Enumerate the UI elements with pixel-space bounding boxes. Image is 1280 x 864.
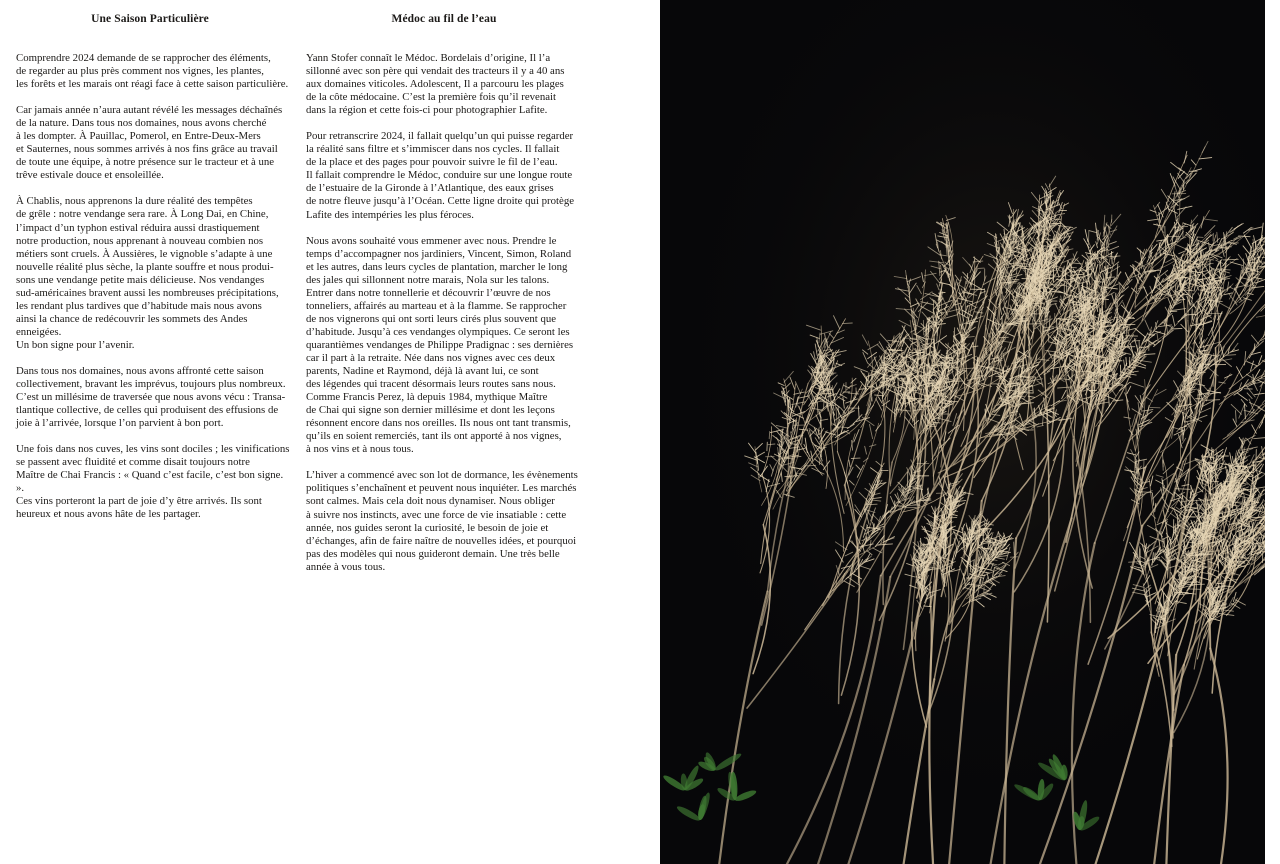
paragraph: Dans tous nos domaines, nous avons affronté cette saison collectivement, bravant les imprévus, toujours plus nombreux. C’est un millésime de traversée que nous avons vécu : Transa- tlantique collective, de celles qui produisent des effusions de joie à l’arrivée, lorsque l’on parvient à bon port. [16, 364, 286, 430]
left-column-body [16, 52, 292, 535]
paragraph: Nous avons souhaité vous emmener avec nous. Prendre le temps d’accompagner nos jardiniers, Vincent, Simon, Roland et les autres, dans leurs cycles de plantation, marcher le long des jales qui sillonnent notre marais, Nola sur les talons. Entrer dans notre tonnellerie et découvrir l’œuvre de nos tonneliers, affairés au marteau et à la flamme. Se rapprocher de nos vignerons qui ont sorti leurs cirés plus souvent que d’habitude. Jusqu’à ces vendanges olympiques. Ce seront les quarantièmes vendanges de Philippe Pradignac : ses dernières car il part à la retraite. Née dans nos vignes avec ces deux parents, Nadine et Raymond, déjà là avant lui, ce sont des légendes qui tracent désormais leurs routes sans nous. Comme Francis Perez, là depuis 1984, mythique Maître de Chai qui signe son dernier millésime et dont les leçons résonnent encore dans nos oreilles. Ils nous ont tant transmis, qu’ils en soient remerciés, tant ils ont apporté à nos vignes, à nos vins et à nous tous. [306, 234, 574, 456]
middle-column-body [306, 52, 582, 587]
paragraph: Pour retranscrire 2024, il fallait quelqu’un qui puisse regarder la réalité sans filtre et s’immiscer dans nos cycles. Il fallait de la place et des pages pour pouvoir suivre le fil de l’eau. Il fallait comprendre le Médoc, conduire sur une longue route de l’estuaire de la Gironde à l’Atlantique, des eaux grises de notre fleuve jusqu’à l’Océan. Cette ligne droite qui protège Lafite des intempéries les plus féroces. [306, 130, 575, 221]
paragraph: L’hiver a commencé avec son lot de dormance, les évènements politiques s’enchaînent et peuvent nous inquiéter. Les marchés sont calmes. Mais cela doit nous dynamiser. Nous obliger à suivre nos instincts, avec une force de vie insatiable : cette année, nos guides seront la curiosité, le besoin de joie et d’échanges, afin de faire naître de nouvelles idées, et pourquoi pas des modèles qui nous guideront demain. Une très belle année à vous tous. [306, 469, 578, 573]
left-column-title: Une Saison Particulière [91, 13, 209, 25]
paragraph: À Chablis, nous apprenons la dure réalité des tempêtes de grêle : notre vendange sera rare. À Long Dai, en Chine, l’impact d’un typhon estival réduira aussi drastiquement notre production, nous apprenant à nouveau combien nos métiers sont cruels. À Aussières, le vignoble s’adapte à une nouvelle réalité plus sèche, la plante souffre et nous produi- sons une vendange petite mais délicieuse. Nos vendanges sud-américaines bravent aussi les nombreuses précipitations, les rendant plus tardives que d’habitude mais nous avons ainsi la chance de redécouvrir les sommets des Andes enneigées. Un bon signe pour l’avenir. [16, 195, 279, 351]
middle-column-title: Médoc au fil de l’eau [391, 13, 497, 25]
photo-glow [660, 0, 1265, 864]
dry-grass-illustration [660, 0, 1265, 864]
paragraph: Une fois dans nos cuves, les vins sont dociles ; les vinifications se passent avec fluidité et comme disait toujours notre Maître de Chai Francis : « Quand c’est facile, c’est bon signe. ». Ces vins porteront la part de joie d’y être arrivés. Ils sont heureux et nous avons hâte de les partager. [16, 443, 290, 521]
paragraph: Car jamais année n’aura autant révélé les messages déchaînés de la nature. Dans tous nos domaines, nous avons cherché à les dompter. À Pauillac, Pomerol, en Entre-Deux-Mers et Sauternes, nous sommes arrivés à nos fins grâce au travail de toute une équipe, à notre présence sur le tracteur et à une trêve estivale douce et ensoleillée. [16, 104, 283, 182]
night-grass-photo [660, 0, 1265, 864]
paragraph: Yann Stofer connaît le Médoc. Bordelais d’origine, Il l’a sillonné avec son père qui vendait des tracteurs il y a 40 ans aux domaines viticoles. Adolescent, Il a parcouru les plages de la côte médocaine. C’est la première fois qu’il revenait dans la région et cette fois-ci pour photographier Lafite. [306, 52, 565, 117]
paragraph: Comprendre 2024 demande de se rapprocher des éléments, de regarder au plus près comment nos vignes, les plantes, les forêts et les marais ont réagi face à cette saison particulière. [16, 52, 289, 91]
